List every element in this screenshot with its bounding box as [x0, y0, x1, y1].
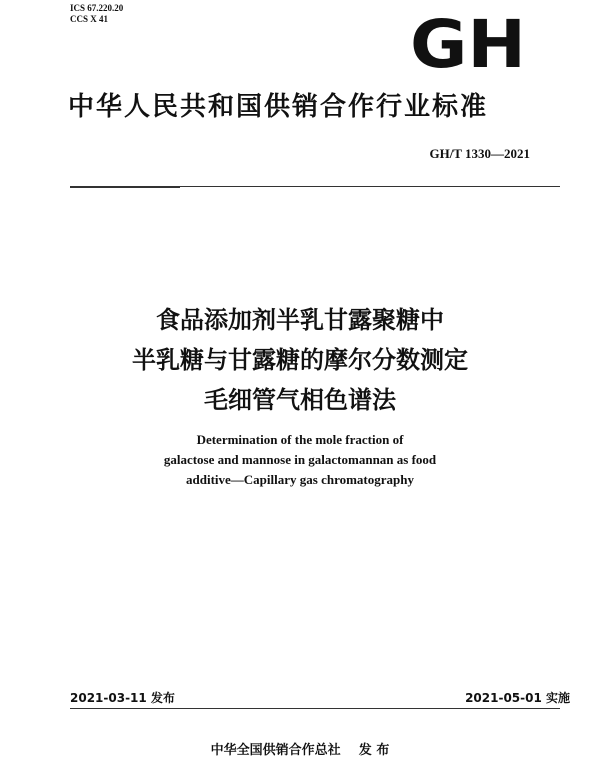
publisher-line: [0, 739, 600, 758]
standard-number: GH/T 1330—2021: [429, 146, 530, 161]
footer-divider: [70, 708, 560, 709]
ccs-code: CCS X 41: [70, 14, 109, 24]
effective-date: 2021-05-01 实施: [465, 691, 570, 705]
classification-codes: [70, 3, 123, 25]
english-title-line-1: Determination of the mole fraction of: [196, 432, 404, 447]
ics-code: ICS 67.220.20: [70, 3, 124, 13]
organization-title: 中华人民共和国供销合作行业标准: [68, 92, 489, 122]
chinese-title: [0, 300, 600, 420]
publisher-action: 发 布: [358, 743, 390, 758]
publication-date: 2021-03-11 发布: [70, 691, 175, 705]
chinese-title-line-3: 毛细管气相色谱法: [204, 386, 396, 414]
gh-logo-text: GH: [410, 14, 526, 70]
english-title-line-3: additive—Capillary gas chromatography: [186, 472, 414, 487]
english-title: [0, 430, 600, 490]
chinese-title-line-1: 食品添加剂半乳甘露聚糖中: [156, 306, 444, 334]
gh-logo: [409, 14, 527, 70]
chinese-title-line-2: 半乳糖与甘露糖的摩尔分数测定: [132, 346, 468, 374]
header-divider-accent: [70, 186, 180, 188]
publisher-name: 中华全国供销合作总社: [210, 743, 341, 758]
english-title-line-2: galactose and mannose in galactomannan as food: [163, 452, 437, 467]
